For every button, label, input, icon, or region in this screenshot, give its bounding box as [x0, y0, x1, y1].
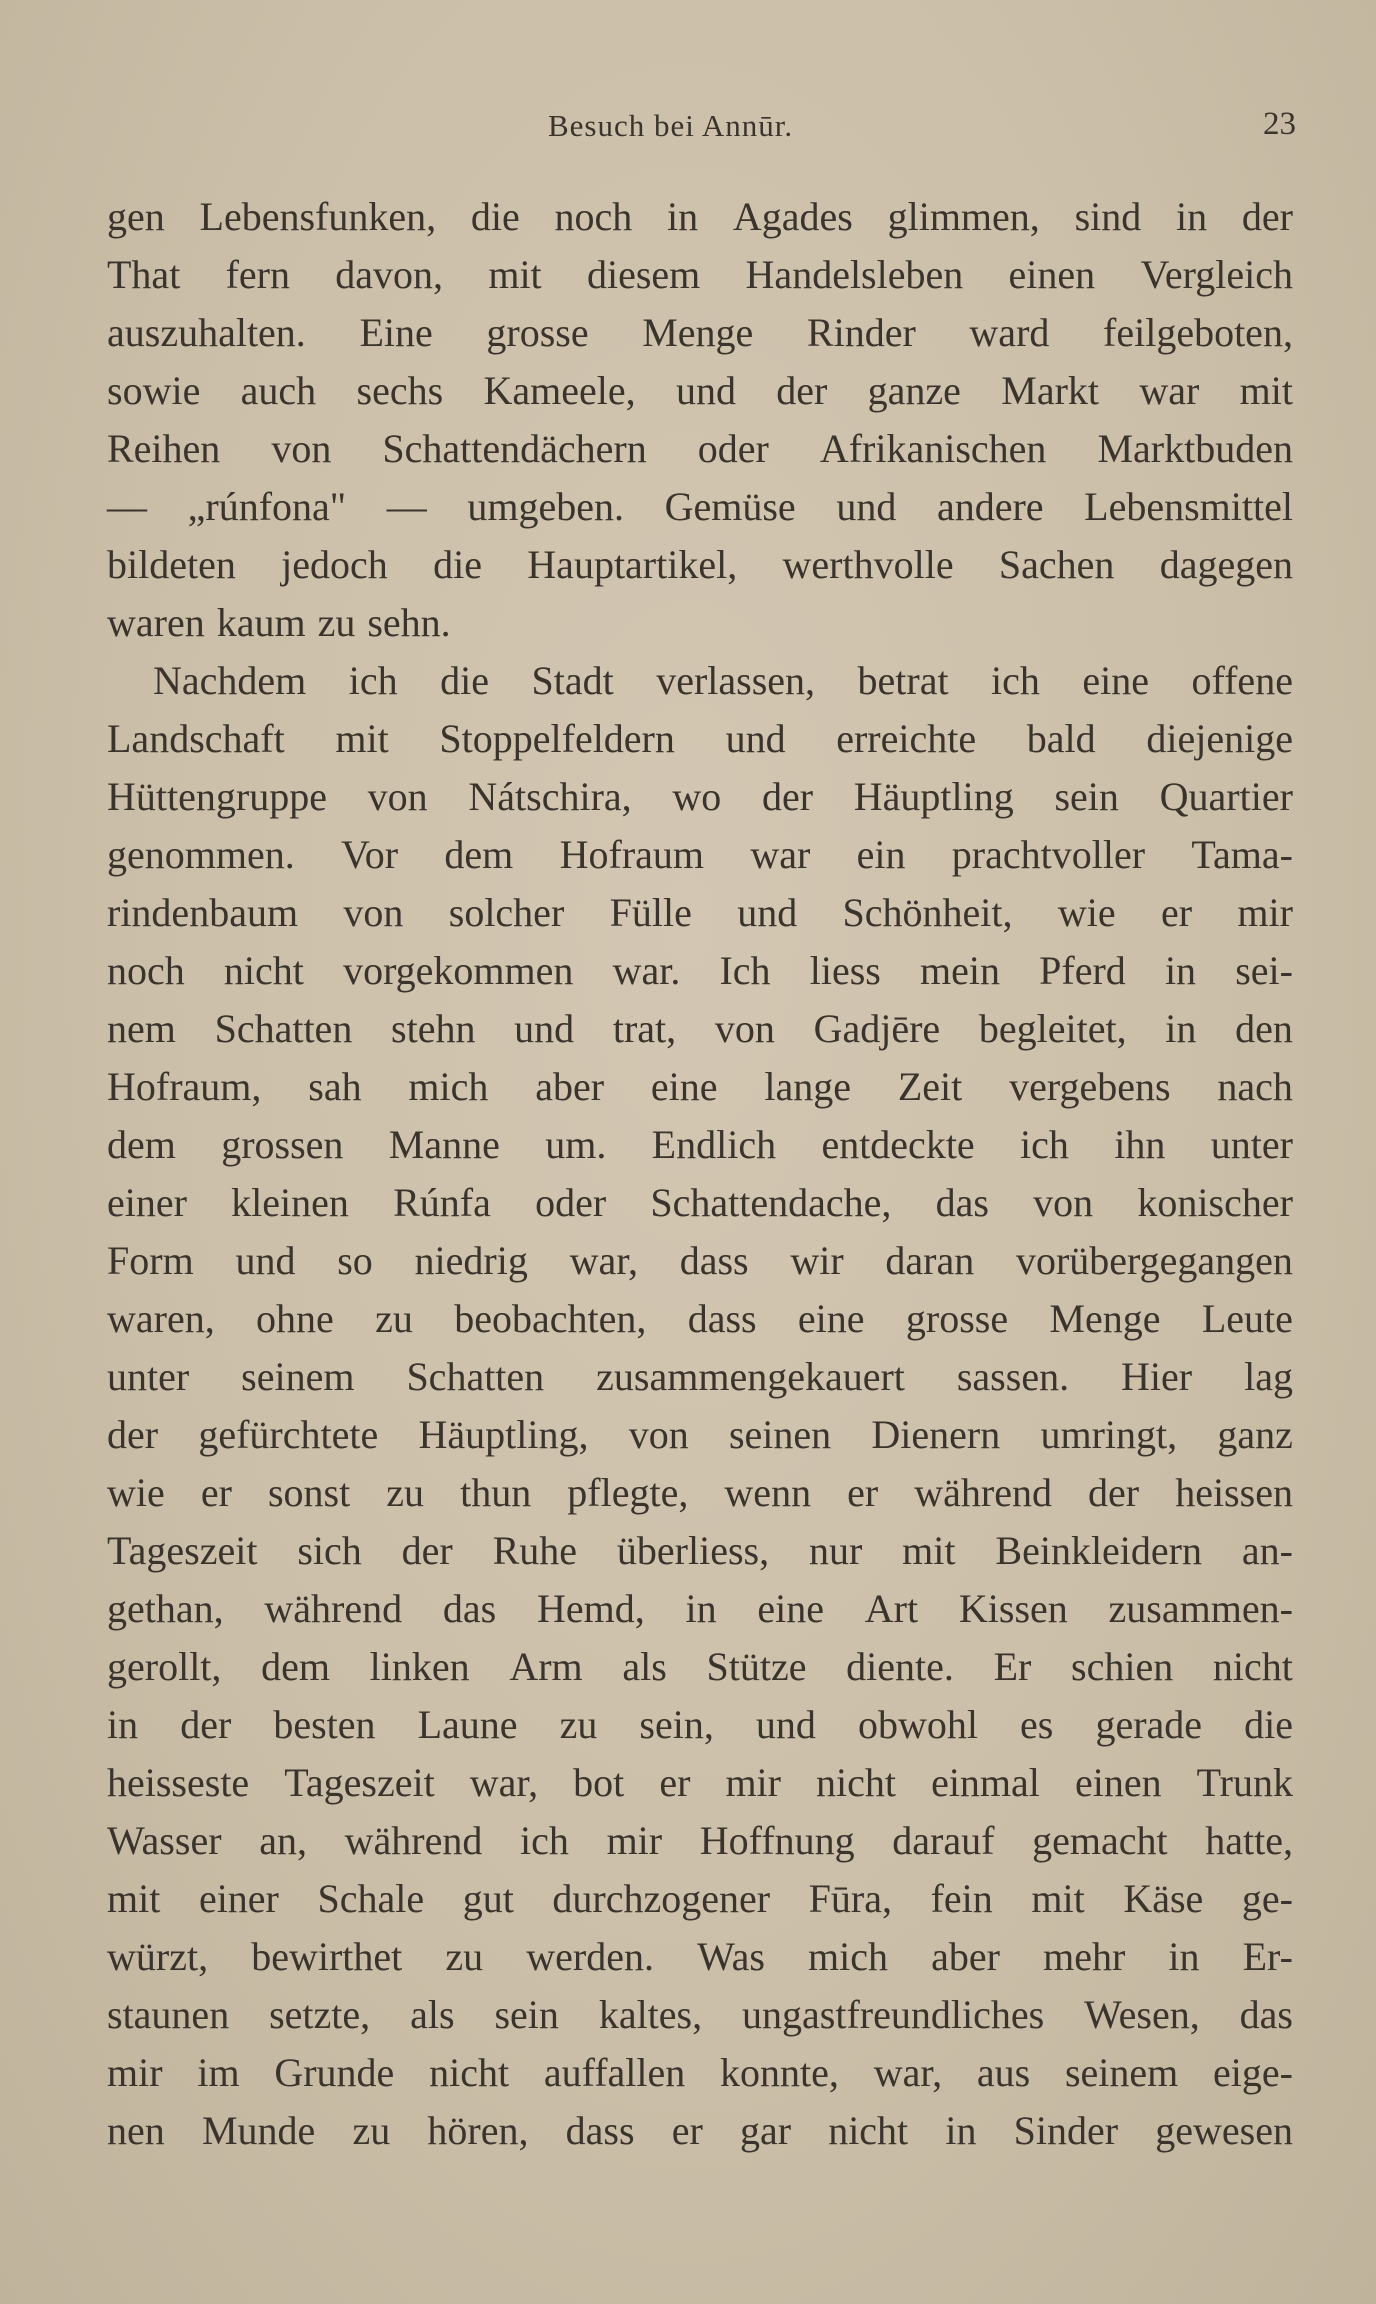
text-line: nen Munde zu hören, dass er gar nicht in Sinder gewesen [107, 2108, 1293, 2153]
text-line: unter seinem Schatten zusammengekauert sassen. Hier lag [107, 1354, 1293, 1399]
text-line: waren kaum zu sehn. [107, 600, 451, 645]
text-line: Hofraum, sah mich aber eine lange Zeit vergebens nach [107, 1064, 1293, 1109]
running-title: Besuch bei Annūr. [548, 108, 794, 143]
text-line: genommen. Vor dem Hofraum war ein prachtvoller Tama- [107, 832, 1293, 877]
text-line: — „rúnfona" — umgeben. Gemüse und andere Lebensmittel [107, 484, 1293, 529]
text-line: mir im Grunde nicht auffallen konnte, war, aus seinem eige- [107, 2050, 1293, 2095]
text-line: wie er sonst zu thun pflegte, wenn er während der heissen [107, 1470, 1293, 1515]
text-line: gethan, während das Hemd, in eine Art Kissen zusammen- [107, 1586, 1293, 1631]
body-text [107, 188, 1293, 2160]
text-line: würzt, bewirthet zu werden. Was mich aber mehr in Er- [107, 1934, 1293, 1979]
text-line: Wasser an, während ich mir Hoffnung darauf gemacht hatte, [107, 1818, 1293, 1863]
text-line: That fern davon, mit diesem Handelsleben einen Vergleich [107, 252, 1293, 297]
running-header [0, 108, 1376, 152]
text-line: Form und so niedrig war, dass wir daran vorübergegangen [107, 1238, 1293, 1283]
text-line: nem Schatten stehn und trat, von Gadjēre begleitet, in den [107, 1006, 1293, 1051]
text-line: gen Lebensfunken, die noch in Agades glimmen, sind in der [107, 194, 1293, 239]
text-line: rindenbaum von solcher Fülle und Schönheit, wie er mir [107, 890, 1293, 935]
text-line: in der besten Laune zu sein, und obwohl es gerade die [107, 1702, 1293, 1747]
text-line: staunen setzte, als sein kaltes, ungastfreundliches Wesen, das [107, 1992, 1293, 2037]
text-line: sowie auch sechs Kameele, und der ganze Markt war mit [107, 368, 1293, 413]
text-line: bildeten jedoch die Hauptartikel, werthvolle Sachen dagegen [107, 542, 1293, 587]
text-line: mit einer Schale gut durchzogener Fūra, fein mit Käse ge- [107, 1876, 1293, 1921]
text-line: gerollt, dem linken Arm als Stütze diente. Er schien nicht [107, 1644, 1293, 1689]
text-line: auszuhalten. Eine grosse Menge Rinder ward feilgeboten, [107, 310, 1293, 355]
text-line: Landschaft mit Stoppelfeldern und erreichte bald diejenige [107, 716, 1293, 761]
text-line: waren, ohne zu beobachten, dass eine grosse Menge Leute [107, 1296, 1293, 1341]
text-line: Nachdem ich die Stadt verlassen, betrat ich eine offene [153, 658, 1293, 703]
text-line: der gefürchtete Häuptling, von seinen Dienern umringt, ganz [107, 1412, 1293, 1457]
text-line: noch nicht vorgekommen war. Ich liess mein Pferd in sei- [107, 948, 1293, 993]
text-line: Hüttengruppe von Nátschira, wo der Häuptling sein Quartier [107, 774, 1293, 819]
text-line: Tageszeit sich der Ruhe überliess, nur mit Beinkleidern an- [107, 1528, 1293, 1573]
text-line: einer kleinen Rúnfa oder Schattendache, das von konischer [107, 1180, 1293, 1225]
page-number: 23 [1263, 106, 1296, 142]
text-line: heisseste Tageszeit war, bot er mir nicht einmal einen Trunk [107, 1760, 1293, 1805]
text-line: dem grossen Manne um. Endlich entdeckte ich ihn unter [107, 1122, 1293, 1167]
text-line: Reihen von Schattendächern oder Afrikanischen Marktbuden [107, 426, 1293, 471]
